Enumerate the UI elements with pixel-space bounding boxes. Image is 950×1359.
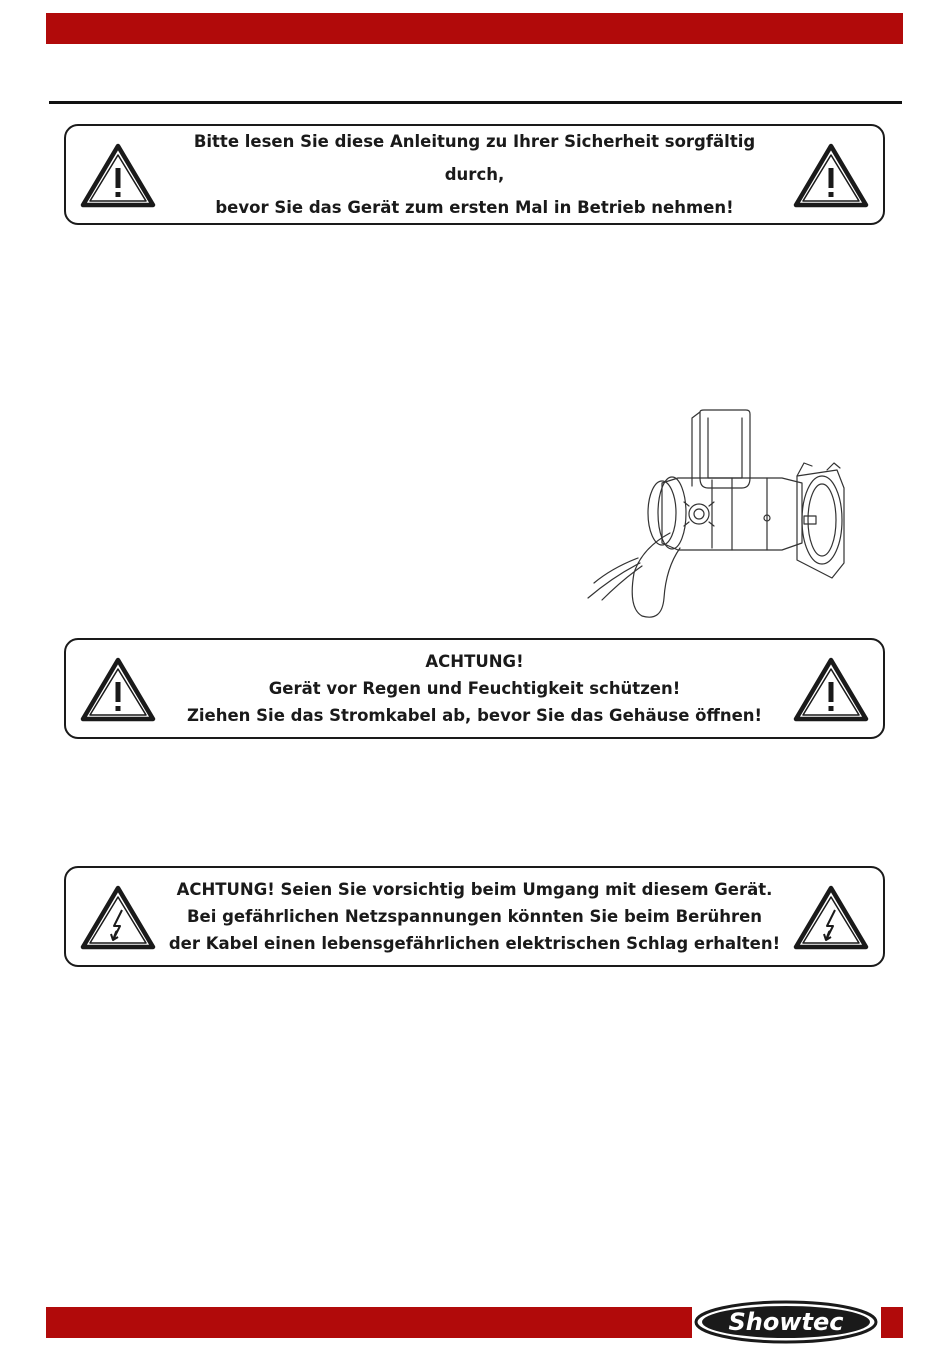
notice-line: Ziehen Sie das Stromkabel ab, bevor Sie das Gehäuse öffnen! [186,706,763,725]
notice-line: Bei gefährlichen Netzspannungen könnten Sie beim Berühren [186,907,763,926]
notice-line: Bitte lesen Sie diese Anleitung zu Ihrer Sicherheit sorgfältig durch, [193,132,756,184]
notice-heading: ACHTUNG! [425,652,524,671]
par-can-spotlight-illustration [582,408,852,623]
header-red-bar [46,13,903,44]
exclamation-warning-icon [80,142,156,208]
exclamation-warning-icon [793,142,869,208]
notice-line: der Kabel einen lebensgefährlichen elektrischen Schlag erhalten! [168,934,781,953]
exclamation-warning-icon [80,656,156,722]
electric-shock-warning-box [64,866,885,967]
electric-shock-warning-icon [793,884,869,950]
moisture-warning-box [64,638,885,739]
notice-line: ACHTUNG! Seien Sie vorsichtig beim Umgang mit diesem Gerät. [176,880,773,899]
footer-red-bar-end [881,1307,903,1338]
footer-red-bar [46,1307,692,1338]
notice-line: Gerät vor Regen und Feuchtigkeit schützen! [268,679,681,698]
logo-text: Showtec [728,1308,844,1336]
showtec-logo [692,1299,881,1345]
safety-notice-box [64,124,885,225]
header-rule [49,101,902,104]
exclamation-warning-icon [793,656,869,722]
electric-shock-warning-icon [80,884,156,950]
notice-line: bevor Sie das Gerät zum ersten Mal in Betrieb nehmen! [215,198,734,217]
